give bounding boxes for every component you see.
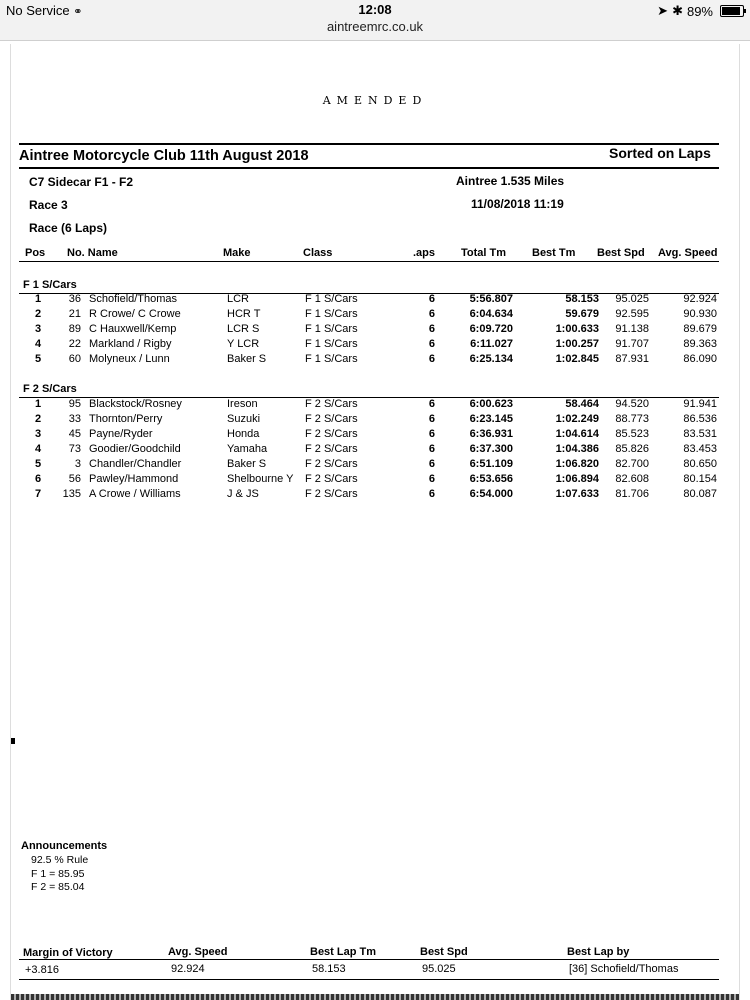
row-avg-speed: 83.531 xyxy=(683,428,717,440)
table-row xyxy=(11,428,739,443)
title-rule xyxy=(19,167,719,169)
row-number: 22 xyxy=(68,338,81,350)
row-name: Markland / Rigby xyxy=(89,338,172,350)
table-row xyxy=(11,413,739,428)
row-pos: 5 xyxy=(35,458,42,470)
row-make: Baker S xyxy=(227,458,267,470)
row-best-speed: 85.826 xyxy=(615,443,649,455)
results-document xyxy=(10,44,740,1000)
row-laps: 6 xyxy=(428,398,435,410)
race-detail: Race (6 Laps) xyxy=(29,221,108,235)
col-class: Class xyxy=(303,247,333,259)
row-number: 73 xyxy=(68,443,81,455)
row-make: LCR S xyxy=(227,323,260,335)
row-name: Blackstock/Rosney xyxy=(89,398,182,410)
summary-avg-value: 92.924 xyxy=(171,963,205,975)
table-row xyxy=(11,473,739,488)
row-make: HCR T xyxy=(227,308,261,320)
margin-label: Margin of Victory xyxy=(23,947,113,959)
row-total-time: 6:36.931 xyxy=(469,428,513,440)
row-laps: 6 xyxy=(428,413,435,425)
row-total-time: 6:04.634 xyxy=(469,308,513,320)
col-no-name: No. Name xyxy=(67,247,118,259)
row-total-time: 6:54.000 xyxy=(469,488,513,500)
row-class: F 2 S/Cars xyxy=(305,488,358,500)
row-total-time: 6:11.027 xyxy=(470,338,513,350)
row-name: Chandler/Chandler xyxy=(89,458,182,470)
row-laps: 6 xyxy=(428,428,435,440)
group-label-f1: F 1 S/Cars xyxy=(23,279,77,291)
race-datetime: 11/08/2018 11:19 xyxy=(471,197,564,211)
table-row xyxy=(11,398,739,413)
row-class: F 1 S/Cars xyxy=(305,353,358,365)
battery-fill xyxy=(722,7,740,15)
header-rule xyxy=(19,261,719,262)
row-make: Y LCR xyxy=(227,338,260,350)
summary-best-by-value: [36] Schofield/Thomas xyxy=(569,963,679,975)
row-name: R Crowe/ C Crowe xyxy=(89,308,181,320)
row-best-time: 1:02.249 xyxy=(555,413,599,425)
row-best-time: 1:04.614 xyxy=(555,428,599,440)
row-class: F 1 S/Cars xyxy=(305,293,358,305)
col-laps: .aps xyxy=(413,247,436,259)
col-best: Best Tm xyxy=(532,247,576,259)
row-best-speed: 94.520 xyxy=(615,398,649,410)
row-best-time: 1:06.820 xyxy=(555,458,599,470)
row-total-time: 6:51.109 xyxy=(469,458,513,470)
row-avg-speed: 89.679 xyxy=(683,323,717,335)
row-best-time: 1:04.386 xyxy=(555,443,599,455)
row-make: Suzuki xyxy=(227,413,261,425)
row-avg-speed: 83.453 xyxy=(683,443,717,455)
row-pos: 4 xyxy=(35,338,42,350)
table-row xyxy=(11,338,739,353)
row-laps: 6 xyxy=(428,443,435,455)
row-avg-speed: 80.154 xyxy=(683,473,717,485)
row-class: F 2 S/Cars xyxy=(305,398,358,410)
row-best-time: 1:06.894 xyxy=(555,473,599,485)
row-best-time: 1:00.633 xyxy=(555,323,599,335)
event-name: C7 Sidecar F1 - F2 xyxy=(29,175,134,189)
row-best-speed: 91.138 xyxy=(615,323,649,335)
row-pos: 7 xyxy=(35,488,42,500)
col-make: Make xyxy=(223,247,251,259)
row-avg-speed: 90.930 xyxy=(683,308,717,320)
row-make: Shelbourne Y xyxy=(227,473,294,485)
announcement-line: F 1 = 85.95 xyxy=(31,868,85,880)
row-best-time: 58.153 xyxy=(565,293,599,305)
row-number: 95 xyxy=(68,398,81,410)
col-best-spd: Best Spd xyxy=(597,247,645,259)
row-best-speed: 95.025 xyxy=(615,293,649,305)
row-avg-speed: 80.087 xyxy=(683,488,717,500)
table-row xyxy=(11,488,739,503)
row-class: F 1 S/Cars xyxy=(305,323,358,335)
row-best-speed: 92.595 xyxy=(615,308,649,320)
amended-stamp: AMENDED xyxy=(322,94,428,107)
row-number: 89 xyxy=(68,323,81,335)
wifi-icon: ⚭ xyxy=(73,6,83,18)
row-name: Pawley/Hammond xyxy=(89,473,179,485)
table-header xyxy=(11,247,739,262)
row-number: 33 xyxy=(68,413,81,425)
row-number: 60 xyxy=(68,353,81,365)
row-avg-speed: 86.090 xyxy=(683,353,717,365)
battery-percent: 89% xyxy=(686,3,713,19)
row-pos: 4 xyxy=(35,443,42,455)
row-best-speed: 87.931 xyxy=(615,353,649,365)
row-class: F 2 S/Cars xyxy=(305,428,358,440)
row-pos: 3 xyxy=(35,323,42,335)
row-laps: 6 xyxy=(428,323,435,335)
row-name: C Hauxwell/Kemp xyxy=(89,323,177,335)
row-avg-speed: 80.650 xyxy=(683,458,717,470)
summary-best-lap-label: Best Lap Tm xyxy=(310,946,377,958)
row-laps: 6 xyxy=(428,353,435,365)
col-pos: Pos xyxy=(25,247,46,259)
row-class: F 1 S/Cars xyxy=(305,308,358,320)
row-total-time: 6:09.720 xyxy=(469,323,513,335)
row-best-time: 1:07.633 xyxy=(555,488,599,500)
group-label-f2: F 2 S/Cars xyxy=(23,383,77,395)
scan-mark xyxy=(11,738,15,744)
row-class: F 2 S/Cars xyxy=(305,473,358,485)
row-make: LCR xyxy=(227,293,250,305)
table-row xyxy=(11,293,739,308)
row-total-time: 6:53.656 xyxy=(469,473,513,485)
row-class: F 2 S/Cars xyxy=(305,413,358,425)
row-laps: 6 xyxy=(428,308,435,320)
row-best-speed: 82.700 xyxy=(615,458,649,470)
announcements-title: Announcements xyxy=(21,840,108,852)
page-footer-strip xyxy=(11,994,739,1000)
row-total-time: 6:37.300 xyxy=(469,443,513,455)
row-name: Payne/Ryder xyxy=(89,428,153,440)
col-avg: Avg. Speed xyxy=(658,247,718,259)
summary-avg-label: Avg. Speed xyxy=(168,946,228,958)
summary-rule xyxy=(19,959,719,960)
table-row xyxy=(11,458,739,473)
row-best-time: 59.679 xyxy=(565,308,599,320)
address-bar-url[interactable]: aintreemrc.co.uk xyxy=(326,19,424,34)
row-number: 3 xyxy=(74,458,81,470)
row-name: Goodier/Goodchild xyxy=(89,443,181,455)
row-class: F 2 S/Cars xyxy=(305,458,358,470)
carrier-label: No Service xyxy=(6,3,70,18)
row-best-time: 1:00.257 xyxy=(555,338,599,350)
row-number: 36 xyxy=(68,293,81,305)
table-row xyxy=(11,323,739,338)
row-best-speed: 91.707 xyxy=(615,338,649,350)
table-row xyxy=(11,443,739,458)
row-make: Baker S xyxy=(227,353,267,365)
summary-best-lap-value: 58.153 xyxy=(312,963,346,975)
row-laps: 6 xyxy=(428,473,435,485)
row-number: 21 xyxy=(68,308,81,320)
table-row xyxy=(11,353,739,368)
summary-bottom-rule xyxy=(19,979,719,980)
summary-best-spd-value: 95.025 xyxy=(422,963,456,975)
row-best-speed: 81.706 xyxy=(615,488,649,500)
row-laps: 6 xyxy=(428,458,435,470)
row-pos: 5 xyxy=(35,353,42,365)
row-class: F 1 S/Cars xyxy=(305,338,358,350)
row-best-speed: 82.608 xyxy=(615,473,649,485)
row-total-time: 6:23.145 xyxy=(469,413,513,425)
circuit-name: Aintree 1.535 Miles xyxy=(456,174,565,188)
announcement-line: 92.5 % Rule xyxy=(31,854,89,866)
battery-icon xyxy=(720,5,744,17)
row-avg-speed: 86.536 xyxy=(683,413,717,425)
summary-best-spd-label: Best Spd xyxy=(420,946,468,958)
row-pos: 2 xyxy=(35,413,42,425)
row-make: J & JS xyxy=(227,488,259,500)
row-class: F 2 S/Cars xyxy=(305,443,358,455)
row-pos: 1 xyxy=(35,398,42,410)
row-make: Honda xyxy=(227,428,260,440)
row-number: 56 xyxy=(68,473,81,485)
row-total-time: 5:56.807 xyxy=(469,293,513,305)
row-make: Ireson xyxy=(227,398,258,410)
sort-label: Sorted on Laps xyxy=(609,145,711,161)
row-best-speed: 88.773 xyxy=(615,413,649,425)
row-best-speed: 85.523 xyxy=(615,428,649,440)
row-laps: 6 xyxy=(428,338,435,350)
row-pos: 2 xyxy=(35,308,42,320)
clock: 12:08 xyxy=(358,2,392,17)
row-avg-speed: 89.363 xyxy=(683,338,717,350)
row-make: Yamaha xyxy=(227,443,268,455)
status-right xyxy=(657,3,744,19)
bluetooth-icon: ✱ xyxy=(672,3,683,18)
row-pos: 6 xyxy=(35,473,42,485)
row-best-time: 1:02.845 xyxy=(555,353,599,365)
row-laps: 6 xyxy=(428,293,435,305)
row-pos: 1 xyxy=(35,293,42,305)
row-pos: 3 xyxy=(35,428,42,440)
summary-best-by-label: Best Lap by xyxy=(567,946,630,958)
row-total-time: 6:00.623 xyxy=(469,398,513,410)
location-icon: ➤ xyxy=(657,3,669,18)
table-row xyxy=(11,308,739,323)
summary-margin-value: +3.816 xyxy=(25,964,59,976)
col-total: Total Tm xyxy=(461,247,507,259)
row-avg-speed: 92.924 xyxy=(683,293,717,305)
status-bar xyxy=(0,0,750,41)
row-avg-speed: 91.941 xyxy=(683,398,717,410)
announcement-line: F 2 = 85.04 xyxy=(31,881,85,893)
row-name: Molyneux / Lunn xyxy=(89,353,170,365)
row-name: A Crowe / Williams xyxy=(89,488,181,500)
row-number: 45 xyxy=(68,428,81,440)
page-title: Aintree Motorcycle Club 11th August 2018 xyxy=(19,148,309,164)
row-total-time: 6:25.134 xyxy=(469,353,513,365)
row-name: Schofield/Thomas xyxy=(89,293,178,305)
row-best-time: 58.464 xyxy=(565,398,599,410)
row-laps: 6 xyxy=(428,488,435,500)
row-name: Thornton/Perry xyxy=(89,413,163,425)
row-number: 135 xyxy=(62,488,81,500)
race-number: Race 3 xyxy=(29,198,68,212)
